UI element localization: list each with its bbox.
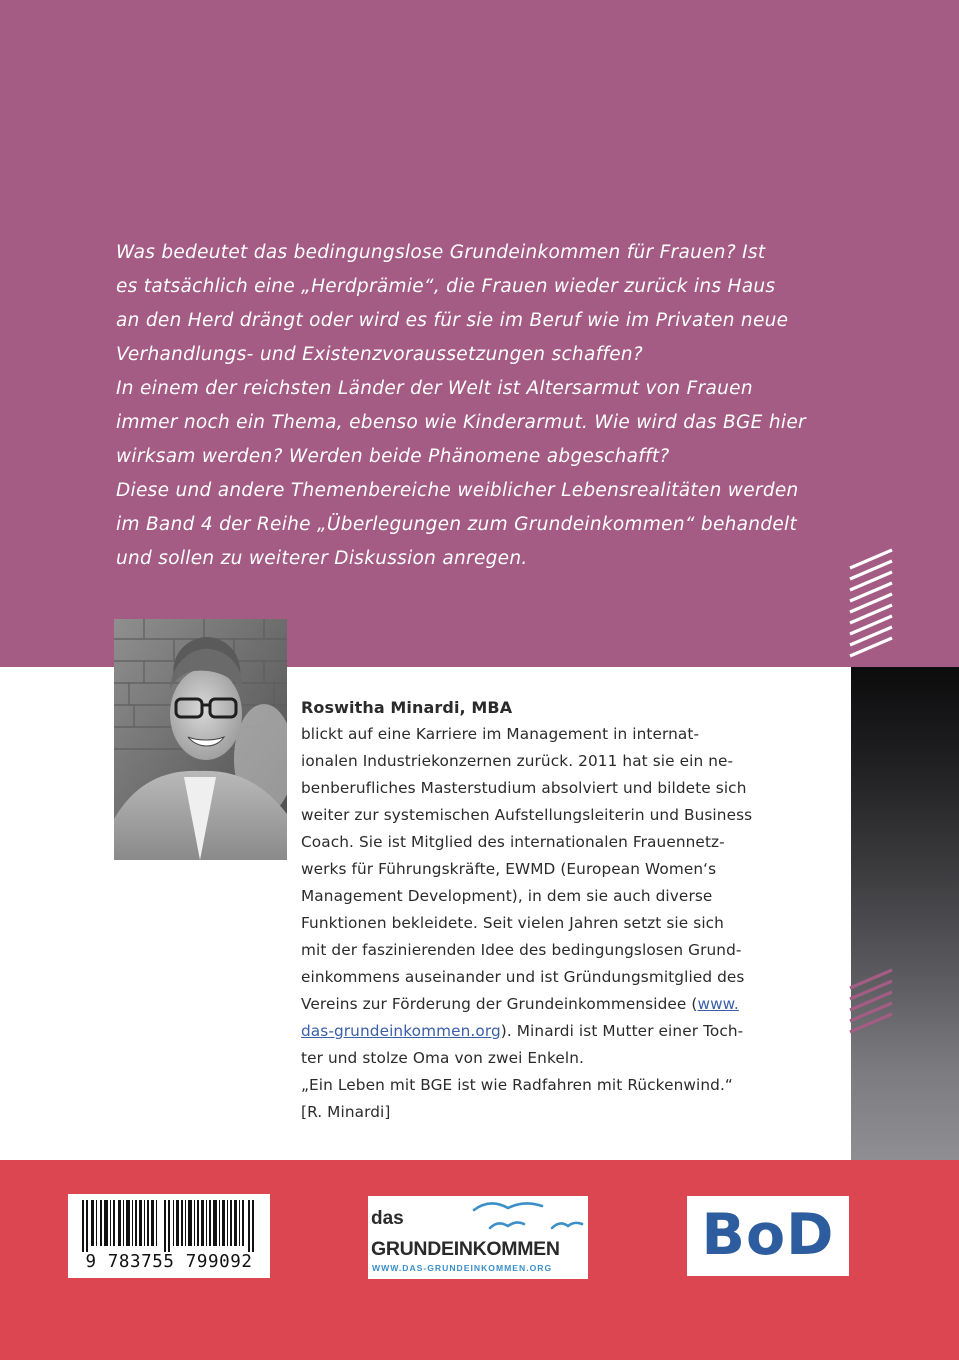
bio-line: mit der faszinierenden Idee des bedingungslosen Grund- — [301, 941, 742, 959]
white-diagonal-stripes — [848, 546, 894, 664]
bio-line: werks für Führungskräfte, EWMD (European Women‘s — [301, 860, 717, 878]
logo-url-text: WWW.DAS-GRUNDEINKOMMEN.ORG — [372, 1263, 553, 1273]
blurb-line: immer noch ein Thema, ebenso wie Kinderarmut. Wie wird das BGE hier — [116, 412, 806, 433]
isbn-number: 9 783755 799092 — [85, 1252, 253, 1272]
bod-logo-text: BoD — [701, 1202, 835, 1268]
bio-line: benberufliches Masterstudium absolviert und bildete sich — [301, 779, 747, 797]
logo-grundeinkommen-text: GRUNDEINKOMMEN — [371, 1238, 560, 1260]
bio-line: einkommens auseinander und ist Gründungsmitglied des — [301, 968, 745, 986]
blurb-line: an den Herd drängt oder wird es für sie im Beruf wie im Privaten neue — [116, 310, 789, 331]
bio-line: Funktionen bekleidete. Seit vielen Jahren setzt sie sich — [301, 914, 724, 932]
das-grundeinkommen-logo — [368, 1196, 588, 1279]
bio-line: ionalen Industriekonzernen zurück. 2011 hat sie ein ne- — [301, 752, 734, 770]
back-cover-blurb — [116, 236, 816, 576]
author-quote: „Ein Leben mit BGE ist wie Radfahren mit Rückenwind.“ — [301, 1076, 733, 1094]
bio-line: Management Development), in dem sie auch diverse — [301, 887, 713, 905]
bio-text: ). Minardi ist Mutter einer Toch- — [500, 1022, 744, 1040]
blurb-line: Verhandlungs- und Existenzvoraussetzungen schaffen? — [116, 344, 644, 365]
dark-side-strip — [851, 667, 959, 1160]
website-link-part1[interactable]: www. — [697, 995, 739, 1013]
blurb-line: und sollen zu weiterer Diskussion anregen. — [116, 548, 528, 569]
bio-line: blickt auf eine Karriere im Management in internat- — [301, 725, 700, 743]
author-bio — [301, 694, 821, 1126]
barcode-bars — [76, 1200, 262, 1252]
blurb-line: Was bedeutet das bedingungslose Grundeinkommen für Frauen? Ist — [116, 242, 766, 263]
mauve-diagonal-stripes — [848, 966, 894, 1036]
birds-icon — [468, 1198, 586, 1238]
author-name: Roswitha Minardi, MBA — [301, 698, 513, 717]
bio-line: weiter zur systemischen Aufstellungsleiterin und Business — [301, 806, 753, 824]
bio-line: Coach. Sie ist Mitglied des internationalen Frauennetz- — [301, 833, 725, 851]
bod-publisher-logo — [687, 1196, 849, 1276]
isbn-barcode — [68, 1194, 270, 1278]
blurb-line: In einem der reichsten Länder der Welt ist Altersarmut von Frauen — [116, 378, 753, 399]
bio-line — [301, 991, 821, 1018]
bio-text: Vereins zur Förderung der Grundeinkommensidee ( — [301, 995, 698, 1013]
blurb-line: es tatsächlich eine „Herdprämie“, die Frauen wieder zurück ins Haus — [116, 276, 776, 297]
blurb-line: im Band 4 der Reihe „Überlegungen zum Grundeinkommen“ behandelt — [116, 514, 798, 535]
website-link-part2[interactable]: das-grundeinkommen.org — [301, 1022, 501, 1040]
author-portrait — [114, 619, 287, 860]
bio-line — [301, 1018, 821, 1045]
blurb-line: wirksam werden? Werden beide Phänomene abgeschafft? — [116, 446, 670, 467]
blurb-line: Diese und andere Themenbereiche weiblicher Lebensrealitäten werden — [116, 480, 799, 501]
quote-attribution: [R. Minardi] — [301, 1103, 391, 1121]
bio-line: ter und stolze Oma von zwei Enkeln. — [301, 1049, 585, 1067]
logo-das-text: das — [371, 1208, 404, 1229]
